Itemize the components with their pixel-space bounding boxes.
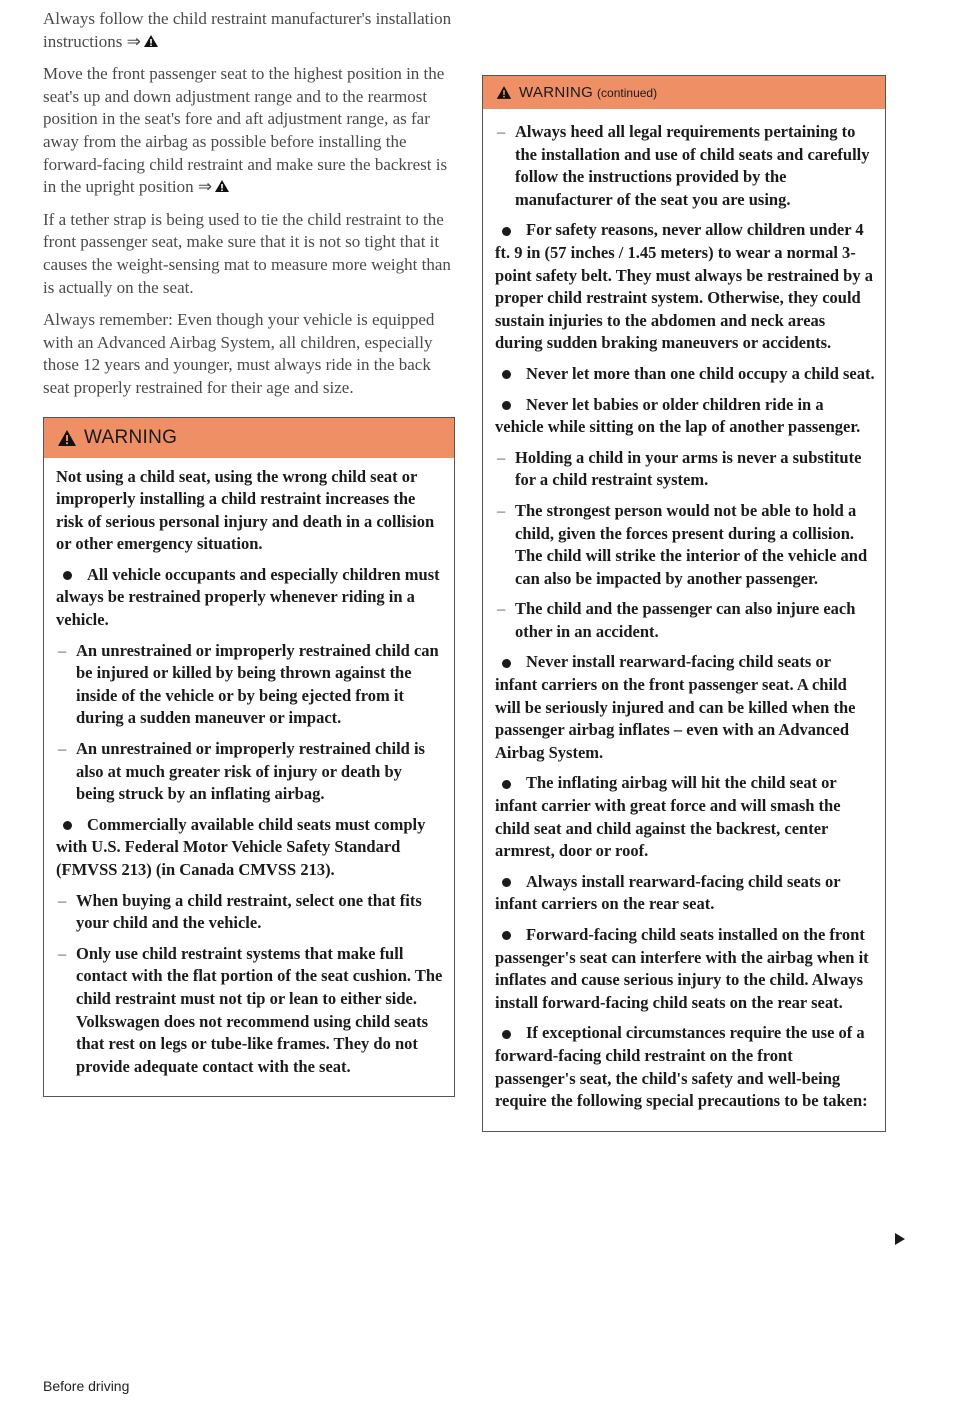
dash-marker: – [58,640,67,660]
dash-item [495,500,875,590]
warning-title: WARNING [84,426,178,448]
dash-item [56,738,444,806]
warning-triangle-icon [143,34,159,48]
item-text: Holding a child in your arms is never a substitute for a child restraint system. [515,447,862,490]
item-text: Never install rearward-facing child seats or infant carriers on the front passenger seat. A child will be seriously injured and can be killed when the passenger airbag inflates – even with an Advanced Airbag System. [495,652,856,762]
dash-item [495,598,875,643]
bullet-item [495,394,875,439]
bullet-item [495,1022,875,1112]
dash-item [495,447,875,492]
bullet-dot-icon [63,821,72,830]
dash-item [56,943,444,1079]
item-text: Always heed all legal requirements pertaining to the installation and use of child seats and carefully follow the instructions provided by the manufacturer of the seat you are using. [515,122,870,209]
dash-marker: – [58,943,67,963]
bullet-item [495,772,875,862]
intro-paragraph: Always remember: Even though your vehicle is equipped with an Advanced Airbag System, all children, especially those 12 years and younger, must always ride in the back seat properly restrained for their age and size. [43,310,435,397]
bullet-dot-icon [502,659,511,668]
continue-arrow-icon [894,1232,906,1246]
bullet-dot-icon [502,370,511,379]
bullet-dot-icon [502,878,511,887]
item-text: Always install rearward-facing child seats or infant carriers on the rear seat. [495,871,841,914]
warning-triangle-icon [57,429,77,447]
item-text: For safety reasons, never allow children under 4 ft. 9 in (57 inches / 1.45 meters) to wear a normal 3-point safety belt. They must always be restrained by a proper child restraint system. Otherwise, they could sustain injuries to the abdomen and neck areas during sudden braking maneuvers or accidents. [495,220,873,353]
item-text: Only use child restraint systems that make full contact with the flat portion of the seat cushion. The child restraint must not tip or lean to either side. Volkswagen does not recommend using child seats that rest on legs or tube-like frames. They do not provide adequate contact with the seat. [76,943,443,1076]
warning-box-continued [482,75,886,1132]
bullet-dot-icon [63,571,72,580]
right-column [482,75,886,1132]
warning-title: WARNING [519,84,594,101]
bullet-dot-icon [502,227,511,236]
intro-paragraph: If a tether strap is being used to tie the child restraint to the front passenger seat, make sure that it is not so tight that it causes the weight-sensing mat to measure more weight than is actually on the seat. [43,209,451,297]
bullet-dot-icon [502,780,511,789]
warning-body [483,109,885,1131]
item-text: The inflating airbag will hit the child seat or infant carrier with great force and will smash the child seat and child against the backrest, center armrest, door or roof. [495,773,841,861]
bullet-dot-icon [502,1030,511,1039]
item-text: If exceptional circumstances require the use of a forward-facing child restraint on the front passenger's seat, the child's safety and well-being require the following special precautions to be taken: [495,1023,868,1111]
warning-header [44,418,454,458]
bullet-item [56,564,444,632]
intro-paragraph: Always follow the child restraint manufacturer's installation instructions ⇒ [43,9,452,51]
item-text: All vehicle occupants and especially children must always be restrained properly whenever riding in a vehicle. [56,564,440,630]
dash-marker: – [497,447,506,467]
dash-marker: – [497,122,506,141]
dash-item [56,640,444,730]
item-text: The strongest person would not be able to hold a child, given the forces present during a collision. The child will strike the interior of the vehicle and can also be impacted by another passenger. [515,500,868,588]
dash-item [495,121,875,211]
left-column [43,0,455,1097]
item-text: An unrestrained or improperly restrained child is also at much greater risk of injury or death by being struck by an inflating airbag. [76,739,425,804]
item-text: Forward-facing child seats installed on the front passenger's seat can interfere with the airbag when it inflates and cause serious injury to the child. Always install forward-facing child seats on the rear seat. [495,925,869,1012]
bullet-item [56,814,444,882]
warning-triangle-icon [496,85,512,100]
intro-paragraph: Move the front passenger seat to the highest position in the seat's up and down adjustment range and to the rearmost position in the seat's fore and aft adjustment range, as far away from the airbag as possible before installing the forward-facing child restraint and make sure the backrest is in the upright position ⇒ [43,64,448,197]
dash-marker: – [58,890,67,910]
warning-header [483,76,885,109]
item-text: Commercially available child seats must comply with U.S. Federal Motor Vehicle Safety Standard (FMVSS 213) (in Canada CMVSS 213). [56,814,426,879]
bullet-item [495,219,875,355]
bullet-dot-icon [502,401,511,410]
bullet-item [495,924,875,1014]
bullet-item [495,651,875,764]
item-text: Never let babies or older children ride in a vehicle while sitting on the lap of another passenger. [495,394,861,437]
bullet-item [495,871,875,916]
warning-body [44,458,454,1097]
item-text: Not using a child seat, using the wrong child seat or improperly installing a child restraint increases the risk of serious personal injury and death in a collision or other emergency situation. [56,466,435,554]
dash-marker: – [497,500,506,520]
item-text: Never let more than one child occupy a child seat. [526,363,875,383]
warning-box [43,417,455,1098]
dash-item [56,890,444,935]
warning-subtitle: (continued) [597,85,658,100]
dash-marker: – [497,599,506,619]
footer-section-label: Before driving [43,1378,130,1394]
warning-triangle-icon [214,179,230,193]
dash-marker: – [58,739,67,759]
bullet-dot-icon [502,931,511,940]
bullet-item [495,363,875,386]
warning-paragraph [56,466,444,556]
item-text: The child and the passenger can also injure each other in an accident. [515,599,856,641]
item-text: An unrestrained or improperly restrained child can be injured or killed by being thrown against the inside of the vehicle or by being ejected from it during a sudden maneuver or impact. [76,640,439,728]
item-text: When buying a child restraint, select one that fits your child and the vehicle. [76,890,422,933]
